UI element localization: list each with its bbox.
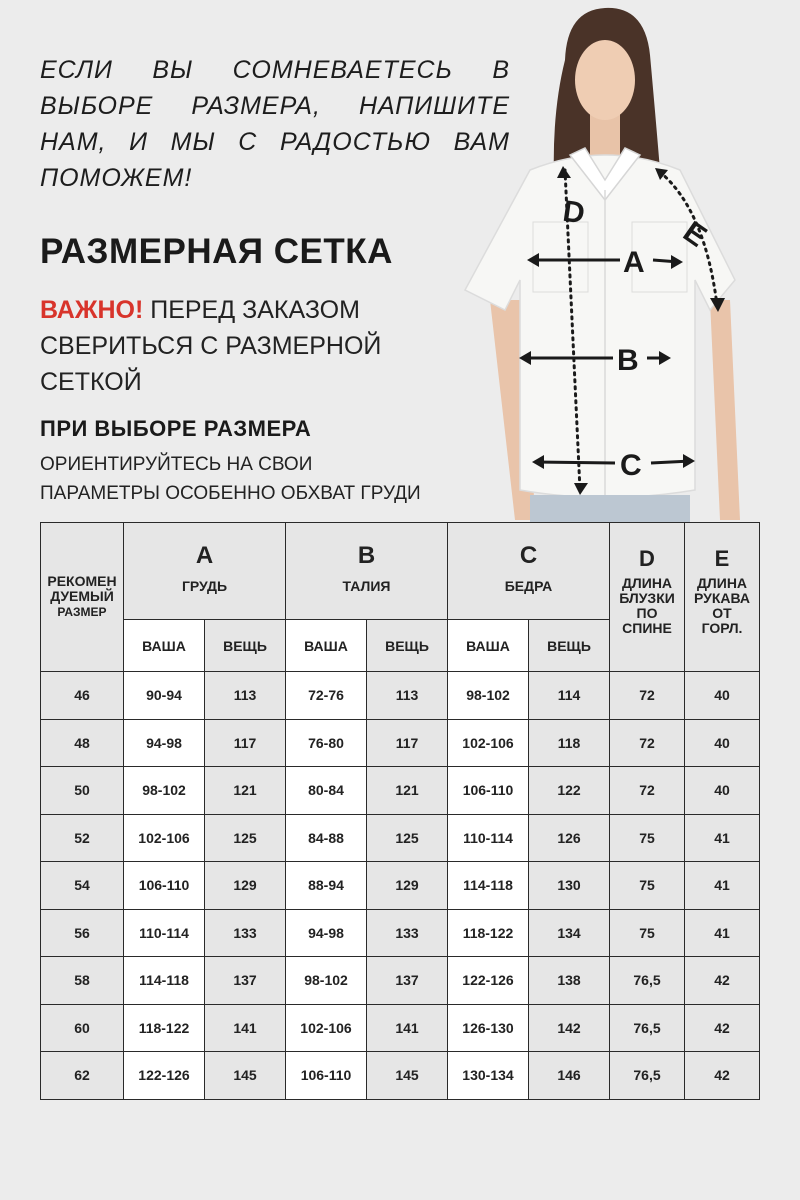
group-letter-c: C [519, 542, 538, 569]
sleeve-cell: 40 [685, 767, 760, 815]
group-header-hips [448, 523, 610, 620]
e-line-4: ГОРЛ. [701, 620, 743, 636]
length-cell: 72 [610, 719, 685, 767]
diagram-label-d: D [560, 194, 587, 231]
length-column-header [610, 523, 685, 672]
group-letter-a: A [195, 542, 214, 569]
d-line-4: СПИНЕ [622, 620, 672, 636]
size-column-header [41, 523, 124, 672]
sleeve-cell: 42 [685, 1052, 760, 1100]
table-row [41, 862, 760, 910]
arrow-c-line [535, 462, 615, 463]
choose-size-heading: ПРИ ВЫБОРЕ РАЗМЕРА [40, 416, 312, 441]
choose-size-text [40, 450, 421, 508]
table-row [41, 672, 760, 720]
size-cell: 54 [41, 862, 124, 910]
hips-yours-cell: 102-106 [448, 719, 529, 767]
table-row [41, 1052, 760, 1100]
diagram-label-b: B [617, 344, 639, 377]
length-cell: 72 [610, 767, 685, 815]
group-letter-e: E [714, 546, 730, 571]
length-cell: 75 [610, 909, 685, 957]
hips-yours-cell: 130-134 [448, 1052, 529, 1100]
waist-yours-cell: 98-102 [286, 957, 367, 1005]
chest-item-cell: 113 [205, 672, 286, 720]
hips-yours-cell: 106-110 [448, 767, 529, 815]
size-cell: 56 [41, 909, 124, 957]
hips-yours-cell: 114-118 [448, 862, 529, 910]
diagram-label-c: C [620, 449, 642, 482]
sleeve-cell: 41 [685, 862, 760, 910]
hips-yours-cell: 122-126 [448, 957, 529, 1005]
group-name-waist: ТАЛИЯ [342, 578, 391, 594]
hips-item-cell: 126 [529, 814, 610, 862]
e-line-1: ДЛИНА [696, 575, 748, 591]
table-row [41, 719, 760, 767]
hips-item-cell: 134 [529, 909, 610, 957]
model-photo [455, 0, 800, 522]
hips-item-cell: 114 [529, 672, 610, 720]
chest-yours-cell: 94-98 [124, 719, 205, 767]
size-cell: 48 [41, 719, 124, 767]
hips-yours-cell: 98-102 [448, 672, 529, 720]
sleeve-cell: 42 [685, 957, 760, 1005]
hips-item-cell: 130 [529, 862, 610, 910]
length-cell: 75 [610, 814, 685, 862]
page-title: РАЗМЕРНАЯ СЕТКА [40, 232, 393, 271]
waist-item-cell: 137 [367, 957, 448, 1005]
hips-item-cell: 142 [529, 1004, 610, 1052]
hips-item-cell: 118 [529, 719, 610, 767]
size-cell: 50 [41, 767, 124, 815]
chest-item-cell: 145 [205, 1052, 286, 1100]
sleeve-cell: 41 [685, 909, 760, 957]
diagram-label-e: E [677, 215, 713, 254]
sleeve-cell: 42 [685, 1004, 760, 1052]
sleeve-cell: 40 [685, 719, 760, 767]
sleeve-cell: 40 [685, 672, 760, 720]
e-line-3: ОТ [712, 605, 732, 621]
size-cell: 58 [41, 957, 124, 1005]
chest-item-cell: 117 [205, 719, 286, 767]
chest-yours-cell: 122-126 [124, 1052, 205, 1100]
e-line-2: РУКАВА [693, 590, 751, 606]
waist-item-cell: 117 [367, 719, 448, 767]
important-text: ПЕРЕД ЗАКАЗОМ СВЕРИТЬСЯ С РАЗМЕРНОЙ СЕТКОЙ [40, 296, 382, 396]
size-cell: 52 [41, 814, 124, 862]
chest-yours-cell: 90-94 [124, 672, 205, 720]
d-line-1: ДЛИНА [621, 575, 673, 591]
chest-yours-cell: 106-110 [124, 862, 205, 910]
waist-yours-cell: 80-84 [286, 767, 367, 815]
chest-yours-cell: 114-118 [124, 957, 205, 1005]
length-cell: 76,5 [610, 957, 685, 1005]
length-cell: 76,5 [610, 1004, 685, 1052]
waist-item-cell: 129 [367, 862, 448, 910]
waist-yours-cell: 106-110 [286, 1052, 367, 1100]
chest-yours-header: ВАША [124, 620, 205, 672]
d-line-3: ПО [636, 605, 658, 621]
chest-item-cell: 133 [205, 909, 286, 957]
length-cell: 72 [610, 672, 685, 720]
important-label: ВАЖНО! [40, 296, 144, 324]
group-header-chest [124, 523, 286, 620]
hips-item-cell: 146 [529, 1052, 610, 1100]
important-note [40, 292, 420, 400]
size-table [40, 522, 760, 1100]
waist-yours-header: ВАША [286, 620, 367, 672]
d-line-2: БЛУЗКИ [619, 590, 675, 606]
table-row [41, 1004, 760, 1052]
choose-size-line-1: ОРИЕНТИРУЙТЕСЬ НА СВОИ [40, 454, 313, 475]
size-cell: 60 [41, 1004, 124, 1052]
waist-yours-cell: 84-88 [286, 814, 367, 862]
chest-item-cell: 141 [205, 1004, 286, 1052]
intro-text: ЕСЛИ ВЫ СОМНЕВАЕТЕСЬ В ВЫБОРЕ РАЗМЕРА, НАПИШИТЕ НАМ, И МЫ С РАДОСТЬЮ ВАМ ПОМОЖЕМ! [40, 56, 510, 192]
chest-yours-cell: 110-114 [124, 909, 205, 957]
jeans-shape [530, 495, 690, 522]
hips-yours-cell: 110-114 [448, 814, 529, 862]
waist-yours-cell: 88-94 [286, 862, 367, 910]
group-letter-b: B [357, 542, 376, 569]
table-row [41, 767, 760, 815]
size-cell: 62 [41, 1052, 124, 1100]
length-cell: 76,5 [610, 1052, 685, 1100]
size-head-line-3: РАЗМЕР [57, 605, 107, 619]
chest-item-header: ВЕЩЬ [205, 620, 286, 672]
group-letter-d: D [639, 546, 655, 571]
chest-yours-cell: 98-102 [124, 767, 205, 815]
hips-item-cell: 138 [529, 957, 610, 1005]
waist-item-cell: 125 [367, 814, 448, 862]
hips-yours-cell: 126-130 [448, 1004, 529, 1052]
hips-item-cell: 122 [529, 767, 610, 815]
waist-yours-cell: 94-98 [286, 909, 367, 957]
waist-yours-cell: 76-80 [286, 719, 367, 767]
size-cell: 46 [41, 672, 124, 720]
chest-item-cell: 129 [205, 862, 286, 910]
waist-item-cell: 113 [367, 672, 448, 720]
chest-item-cell: 125 [205, 814, 286, 862]
group-header-waist [286, 523, 448, 620]
size-head-line-1: РЕКОМЕН [47, 573, 117, 589]
chest-yours-cell: 118-122 [124, 1004, 205, 1052]
waist-item-header: ВЕЩЬ [367, 620, 448, 672]
face-shape [575, 40, 635, 120]
table-row [41, 814, 760, 862]
table-row [41, 957, 760, 1005]
sleeve-cell: 41 [685, 814, 760, 862]
hips-yours-cell: 118-122 [448, 909, 529, 957]
waist-item-cell: 133 [367, 909, 448, 957]
sleeve-column-header [685, 523, 760, 672]
group-name-chest: ГРУДЬ [181, 578, 228, 594]
table-header-row [41, 523, 760, 620]
hips-yours-header: ВАША [448, 620, 529, 672]
right-arm-shape [710, 300, 740, 520]
waist-yours-cell: 72-76 [286, 672, 367, 720]
diagram-label-a: A [623, 246, 645, 279]
chest-item-cell: 121 [205, 767, 286, 815]
table-row [41, 909, 760, 957]
size-head-line-2: ДУЕМЫЙ [50, 588, 114, 604]
hips-item-header: ВЕЩЬ [529, 620, 610, 672]
waist-item-cell: 121 [367, 767, 448, 815]
length-cell: 75 [610, 862, 685, 910]
waist-item-cell: 141 [367, 1004, 448, 1052]
chest-yours-cell: 102-106 [124, 814, 205, 862]
chest-item-cell: 137 [205, 957, 286, 1005]
choose-size-line-2: ПАРАМЕТРЫ ОСОБЕННО ОБХВАТ ГРУДИ [40, 483, 421, 504]
group-name-hips: БЕДРА [504, 578, 553, 594]
waist-item-cell: 145 [367, 1052, 448, 1100]
waist-yours-cell: 102-106 [286, 1004, 367, 1052]
